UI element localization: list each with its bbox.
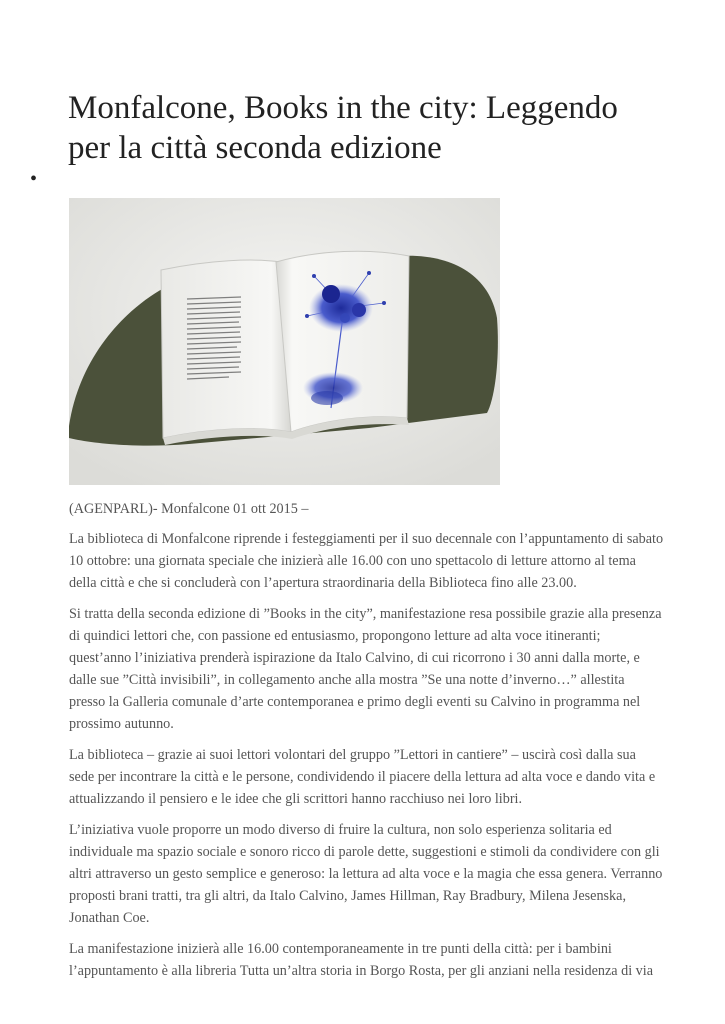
- article-paragraph: Si tratta della seconda edizione di ”Books in the city”, manifestazione resa possibile grazie alla presenza di quindici lettori che, con passione ed entusiasmo, propongono letture ad alta voce itineranti; quest’anno l’iniziativa prenderà ispirazione da Italo Calvino, di cui ricorrono i 30 anni dalla morte, e dalle sue ”Città invisibili”, in collegamento anche alla mostra ”Se una notte d’inverno…” allestita presso la Galleria comunale d’arte contemporanea e primo degli eventi su Calvino in programma nel prossimo autunno.: [69, 606, 662, 732]
- article-photo-open-book: [69, 198, 500, 485]
- article-paragraph: La manifestazione inizierà alle 16.00 contemporaneamente in tre punti della città: per i bambini l’appuntamento è alla libreria Tutta un’altra storia in Borgo Rosta, per gli anziani nella residenza di via: [69, 941, 654, 979]
- article-paragraph: La biblioteca – grazie ai suoi lettori volontari del gruppo ”Lettori in cantiere” – uscirà così dalla sua sede per incontrare la città e le persone, condividendo il piacere della lettura ad alta voce e dando vita e attualizzando il pensiero e le idee che gli scrittori hanno racchiuso nei loro libri.: [69, 747, 656, 807]
- article-paragraph: La biblioteca di Monfalcone riprende i festeggiamenti per il suo decennale con l’appuntamento di sabato 10 ottobre: una giornata speciale che inizierà alle 16.00 con uno spettacolo di letture attorno al tema della città e che si concluderà con l’apertura straordinaria della Biblioteca fino alle 23.00.: [69, 531, 664, 591]
- book-left-page: [161, 260, 291, 438]
- book-right-page: [276, 251, 409, 432]
- article-paragraph: L’iniziativa vuole proporre un modo diverso di fruire la cultura, non solo esperienza solitaria ed individuale ma spazio sociale e sonoro ricco di parole dette, suggestioni e stimoli da condividere con gli altri attraverso un gesto semplice e generoso: la lettura ad alta voce e la magia che essa genera. Verranno proposti brani tratti, tra gli altri, da Italo Calvino, James Hillman, Ray Bradbury, Milena Jesenska, Jonathan Coe.: [69, 822, 663, 926]
- article-title: Monfalcone, Books in the city: Leggendo per la città seconda edizione: [68, 90, 618, 166]
- article-body: [69, 528, 664, 991]
- article-dateline: (AGENPARL)- Monfalcone 01 ott 2015 –: [69, 501, 309, 517]
- list-bullet: •: [30, 168, 38, 190]
